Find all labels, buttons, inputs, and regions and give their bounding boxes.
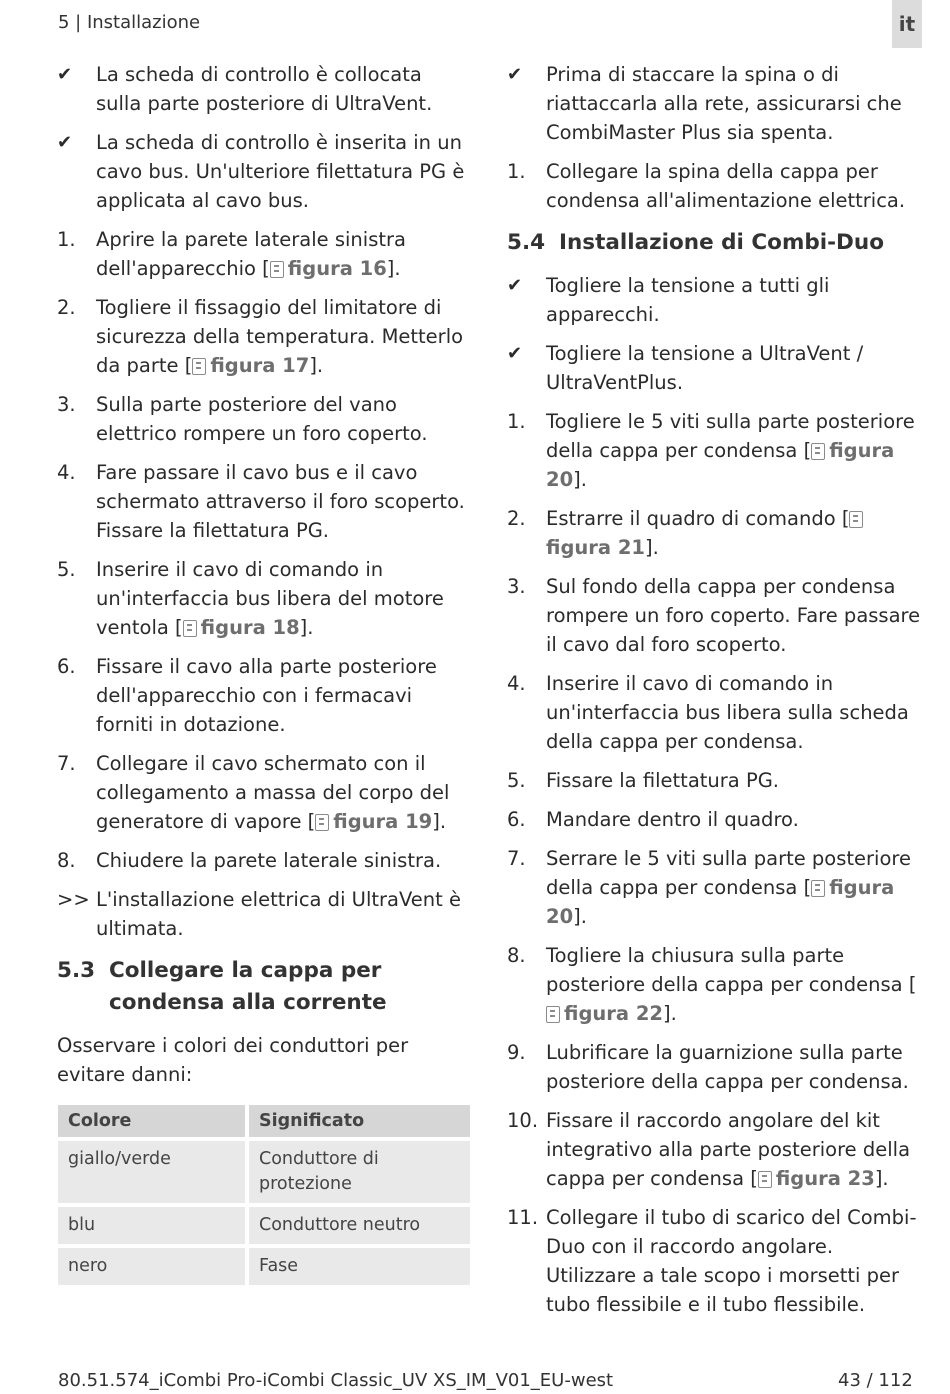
table-row	[58, 1248, 470, 1285]
step-number: 8.	[507, 944, 526, 967]
item-text: Mandare dentro il quadro.	[546, 808, 799, 831]
column-header-colore: Colore	[58, 1105, 245, 1137]
list-item	[57, 128, 473, 215]
item-text-suffix: ].	[386, 257, 401, 280]
step-number: >>	[57, 888, 90, 911]
step-number: 7.	[57, 752, 76, 775]
conductor-color-table	[54, 1101, 474, 1289]
item-text-suffix: ].	[573, 468, 587, 491]
figure-ref-icon	[758, 1171, 772, 1188]
item-text: Fare passare il cavo bus e il cavo schermato attraverso il foro scoperto. Fissare la filettatura PG.	[96, 461, 465, 542]
step-number: 1.	[507, 410, 526, 433]
checkmark-icon: ✔	[507, 64, 523, 85]
step-number: 1.	[507, 160, 526, 183]
checkmark-icon: ✔	[507, 343, 523, 364]
section-title: Installazione di Combi-Duo	[559, 230, 884, 255]
figure-ref-icon	[546, 1006, 560, 1023]
step-number: 8.	[57, 849, 76, 872]
figure-link[interactable]: figura 18	[200, 616, 300, 639]
item-text: Lubrificare la guarnizione sulla parte posteriore della cappa per condensa.	[546, 1041, 909, 1093]
checkmark-icon: ✔	[57, 132, 73, 153]
list-item	[57, 885, 473, 943]
item-text-suffix: ].	[573, 905, 587, 928]
item-text: Inserire il cavo di comando in un'interfaccia bus libera del motore ventola [	[96, 558, 444, 639]
intro-paragraph: Osservare i colori dei conduttori per evitare danni:	[57, 1034, 409, 1086]
step-number: 3.	[57, 393, 76, 416]
item-text: Togliere la tensione a tutti gli apparecchi.	[546, 274, 830, 326]
figure-link[interactable]: figura 16	[287, 257, 387, 280]
list-item	[507, 1106, 923, 1193]
right-step-list-b	[507, 271, 923, 1319]
item-text-suffix: ].	[663, 1002, 677, 1025]
right-column	[507, 60, 923, 1329]
item-text-suffix: ].	[309, 354, 324, 377]
list-item	[507, 1038, 923, 1096]
item-text: La scheda di controllo è inserita in un cavo bus. Un'ulteriore filettatura PG è applicata al cavo bus.	[96, 131, 465, 212]
item-text-suffix: ].	[645, 536, 659, 559]
step-number: 10.	[507, 1109, 539, 1132]
step-number: 6.	[507, 808, 526, 831]
item-text: Inserire il cavo di comando in un'interfaccia bus libera sulla scheda della cappa per condensa.	[546, 672, 909, 753]
item-text: Chiudere la parete laterale sinistra.	[96, 849, 442, 872]
checkmark-icon: ✔	[57, 64, 73, 85]
item-text-suffix: ].	[432, 810, 447, 833]
list-item	[57, 749, 473, 836]
item-text: Fissare il cavo alla parte posteriore dell'apparecchio con i fermacavi forniti in dotazione.	[96, 655, 437, 736]
list-item	[57, 293, 473, 380]
list-item	[507, 941, 923, 1028]
list-item	[507, 407, 923, 494]
table-cell: Conduttore di protezione	[249, 1141, 470, 1203]
step-number: 2.	[507, 507, 526, 530]
item-text-suffix: ].	[874, 1167, 889, 1190]
list-item	[507, 271, 923, 329]
item-text: Estrarre il quadro di comando [	[546, 507, 850, 530]
list-item	[507, 766, 923, 795]
figure-link[interactable]: figura 19	[333, 810, 433, 833]
step-number: 7.	[507, 847, 526, 870]
item-text: Togliere le 5 viti sulla parte posteriore della cappa per condensa [	[546, 410, 915, 462]
step-number: 5.	[507, 769, 526, 792]
item-text: Aprire la parete laterale sinistra dell'apparecchio [	[96, 228, 406, 280]
section-heading-5-4	[507, 227, 923, 259]
figure-ref-icon	[270, 261, 284, 278]
step-number: 2.	[57, 296, 76, 319]
step-number: 5.	[57, 558, 76, 581]
table-cell: Fase	[249, 1248, 470, 1285]
list-item	[507, 669, 923, 756]
figure-ref-icon	[192, 358, 206, 375]
list-item	[57, 390, 473, 448]
step-number: 3.	[507, 575, 526, 598]
item-text: Togliere il fissaggio del limitatore di sicurezza della temperatura. Metterlo da parte [	[96, 296, 464, 377]
item-text: L'installazione elettrica di UltraVent è ultimata.	[96, 888, 462, 940]
figure-link[interactable]: figura 23	[775, 1167, 875, 1190]
footer-page-number: 43 / 112	[838, 1370, 913, 1391]
footer-document-id: 80.51.574_iCombi Pro-iCombi Classic_UV XS_IM_V01_EU-west	[58, 1370, 614, 1391]
list-item	[507, 844, 923, 931]
table-cell: nero	[58, 1248, 245, 1285]
section-number: 5.4	[507, 230, 546, 255]
figure-link[interactable]: figura 20	[546, 876, 895, 928]
item-text: Collegare il cavo schermato con il collegamento a massa del corpo del generatore di vapore [	[96, 752, 450, 833]
item-text: Togliere la chiusura sulla parte posteriore della cappa per condensa [	[546, 944, 917, 996]
item-text: Fissare il raccordo angolare del kit integrativo alla parte posteriore della cappa per condensa [	[546, 1109, 911, 1190]
item-text: La scheda di controllo è collocata sulla parte posteriore di UltraVent.	[96, 63, 433, 115]
item-text: Collegare il tubo di scarico del Combi-Duo con il raccordo angolare. Utilizzare a tale scopo i morsetti per tubo flessibile e il tubo flessibile.	[546, 1206, 917, 1316]
checkmark-icon: ✔	[507, 275, 523, 296]
list-item	[57, 225, 473, 283]
item-text: Togliere la tensione a UltraVent / UltraVentPlus.	[546, 342, 864, 394]
right-step-list-a	[507, 60, 923, 215]
item-text-suffix: ].	[299, 616, 314, 639]
figure-link[interactable]: figura 21	[546, 536, 645, 559]
item-text: Sulla parte posteriore del vano elettrico rompere un foro coperto.	[96, 393, 428, 445]
list-item	[507, 60, 923, 147]
step-number: 4.	[507, 672, 526, 695]
figure-link[interactable]: figura 22	[564, 1002, 663, 1025]
list-item	[57, 458, 473, 545]
figure-ref-icon	[315, 814, 329, 831]
list-item	[57, 652, 473, 739]
list-item	[57, 60, 473, 118]
step-number: 1.	[57, 228, 76, 251]
section-heading-5-3	[57, 955, 473, 1019]
figure-ref-icon	[811, 880, 825, 897]
item-text: Fissare la filettatura PG.	[546, 769, 780, 792]
left-step-list	[57, 60, 473, 943]
table-header-row	[58, 1105, 470, 1137]
step-number: 4.	[57, 461, 76, 484]
list-item	[507, 805, 923, 834]
list-item	[57, 846, 473, 875]
list-item	[507, 504, 923, 562]
item-text: Collegare la spina della cappa per condensa all'alimentazione elettrica.	[546, 160, 906, 212]
table-cell: giallo/verde	[58, 1141, 245, 1203]
figure-ref-icon	[811, 443, 825, 460]
item-text: Serrare le 5 viti sulla parte posteriore della cappa per condensa [	[546, 847, 911, 899]
table-row	[58, 1207, 470, 1244]
figure-ref-icon	[183, 620, 197, 637]
figure-link[interactable]: figura 17	[210, 354, 310, 377]
step-number: 9.	[507, 1041, 526, 1064]
figure-link[interactable]: figura 20	[546, 439, 895, 491]
item-text: Sul fondo della cappa per condensa rompere un foro coperto. Fare passare il cavo dal foro scoperto.	[546, 575, 921, 656]
item-text: Prima di staccare la spina o di riattaccarla alla rete, assicurarsi che CombiMaster Plus sia spenta.	[546, 63, 902, 144]
table-row	[58, 1141, 470, 1203]
list-item	[507, 339, 923, 397]
column-header-significato: Significato	[249, 1105, 470, 1137]
section-number: 5.3	[57, 958, 96, 983]
list-item	[507, 572, 923, 659]
step-number: 6.	[57, 655, 76, 678]
step-number: 11.	[507, 1206, 539, 1229]
table-cell: blu	[58, 1207, 245, 1244]
language-badge: it	[892, 0, 922, 48]
table-cell: Conduttore neutro	[249, 1207, 470, 1244]
list-item	[507, 157, 923, 215]
running-header: 5 | Installazione	[58, 12, 201, 33]
list-item	[57, 555, 473, 642]
left-column	[57, 60, 473, 1289]
figure-ref-icon	[849, 511, 863, 528]
section-title: Collegare la cappa per condensa alla corrente	[109, 958, 387, 1015]
list-item	[507, 1203, 923, 1319]
